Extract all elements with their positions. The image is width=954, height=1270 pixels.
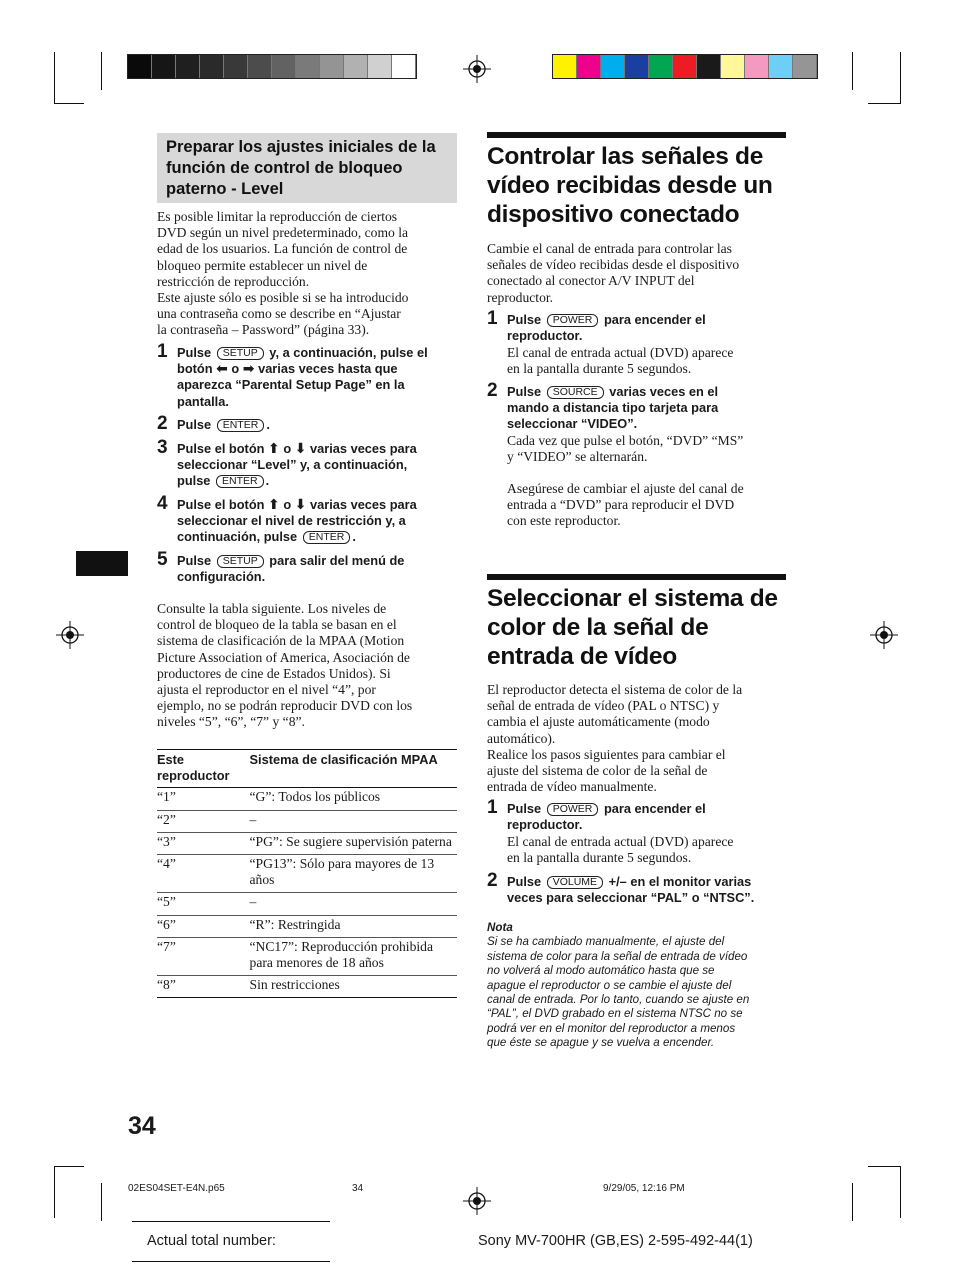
section-tab-marker xyxy=(76,551,128,576)
gray-swatch xyxy=(272,55,296,78)
table-header-row xyxy=(157,750,457,788)
footer-rule xyxy=(132,1261,330,1262)
table-cell-level: “2” xyxy=(157,810,250,832)
color-swatch xyxy=(649,55,673,78)
heading-rule xyxy=(487,574,786,580)
section-heading: Controlar las señales de vídeo recibidas desde un dispositivo conectado xyxy=(487,143,773,228)
enter-button-label: ENTER xyxy=(303,531,351,544)
arrow-up-icon: ⬆ xyxy=(268,441,280,457)
footer-total-label: Actual total number: xyxy=(147,1233,276,1249)
table-cell-level: “7” xyxy=(157,937,250,975)
power-button-label: POWER xyxy=(547,803,599,816)
source-button-label: SOURCE xyxy=(547,386,604,399)
volume-button-label: VOLUME xyxy=(547,876,603,889)
crop-mark xyxy=(900,52,901,104)
intro-paragraph: El reproductor detecta el sistema de color de la señal de entrada de vídeo (PAL o NTSC) y cambia el ajuste automáticamente (modo automático). Realice los pasos siguientes para cambiar el ajuste del sistema de color de la señal de entrada de vídeo manualmente. xyxy=(487,682,743,795)
step-number: 2 xyxy=(487,380,498,401)
table-row xyxy=(157,937,457,975)
registration-mark-icon xyxy=(463,1187,491,1215)
crop-mark xyxy=(852,1183,853,1221)
gray-calibration-strip xyxy=(127,54,417,79)
table-cell-level: “5” xyxy=(157,893,250,915)
crop-mark xyxy=(54,52,55,104)
footer-rule xyxy=(132,1221,330,1222)
footer-page: 34 xyxy=(352,1183,364,1194)
step-text: Pulse el botón ⬆ o ⬇ varias veces para seleccionar “Level” y, a continuación, pulse ENTER . xyxy=(177,441,417,489)
table-cell-rating: “G”: Todos los públicos xyxy=(250,788,457,810)
table-cell-level: “1” xyxy=(157,788,250,810)
color-swatch xyxy=(625,55,649,78)
color-swatch xyxy=(697,55,721,78)
crop-mark xyxy=(868,1166,900,1167)
heading-rule xyxy=(487,132,786,138)
arrow-up-icon: ⬆ xyxy=(268,497,280,513)
step-number: 5 xyxy=(157,549,168,570)
setup-button-label: SETUP xyxy=(217,555,264,568)
arrow-right-icon: ➡ xyxy=(242,361,255,378)
color-swatch xyxy=(745,55,769,78)
gray-swatch xyxy=(344,55,368,78)
table-header: Este reproductor xyxy=(157,750,250,788)
note-title: Nota xyxy=(487,921,513,934)
step-number: 1 xyxy=(487,308,498,329)
step-note: El canal de entrada actual (DVD) aparece en la pantalla durante 5 segundos. xyxy=(507,834,734,866)
enter-button-label: ENTER xyxy=(216,475,264,488)
table-cell-level: “8” xyxy=(157,976,250,998)
table-cell-level: “6” xyxy=(157,915,250,937)
table-row xyxy=(157,832,457,854)
crop-mark xyxy=(54,1166,84,1167)
color-swatch xyxy=(673,55,697,78)
step-text: Pulse el botón ⬆ o ⬇ varias veces para seleccionar el nivel de restricción y, a continuación, pulse ENTER . xyxy=(177,497,417,545)
table-cell-level: “4” xyxy=(157,855,250,893)
table-cell-rating: “R”: Restringida xyxy=(250,915,457,937)
step-text: Pulse POWER para encender el reproductor. xyxy=(507,312,706,344)
registration-mark-icon xyxy=(870,621,898,649)
table-row xyxy=(157,810,457,832)
color-calibration-strip xyxy=(552,54,818,79)
table-row xyxy=(157,915,457,937)
step-number: 1 xyxy=(157,341,168,362)
color-swatch xyxy=(769,55,793,78)
table-cell-rating: “NC17”: Reproducción prohibida para menores de 18 años xyxy=(250,937,457,975)
note-block: Nota Si se ha cambiado manualmente, el ajuste del sistema de color para la señal de entrada de vídeo no volverá al modo automático hasta que se apague el reproductor o se cambie el ajuste del canal de entrada. Por lo tanto, cuando se ajuste en “PAL”, el DVD grabado en el sistema NTSC no se podrá ver en el monitor del reproductor a menos que éste se apague y se vuelva a encender. xyxy=(487,921,792,1051)
table-row xyxy=(157,976,457,998)
step-note: Cada vez que pulse el botón, “DVD” “MS” y “VIDEO” se alternarán. xyxy=(507,433,744,465)
gray-swatch xyxy=(128,55,152,78)
crop-mark xyxy=(852,52,853,90)
table-cell-rating: – xyxy=(250,810,457,832)
registration-mark-icon xyxy=(56,621,84,649)
page-number: 34 xyxy=(128,1112,156,1140)
step-number: 1 xyxy=(487,797,498,818)
step-text: Pulse ENTER . xyxy=(177,417,270,432)
table-cell-rating: Sin restricciones xyxy=(250,976,457,998)
table-cell-rating: “PG13”: Sólo para mayores de 13 años xyxy=(250,855,457,893)
step-note: El canal de entrada actual (DVD) aparece en la pantalla durante 5 segundos. xyxy=(507,345,734,377)
gray-swatch xyxy=(200,55,224,78)
power-button-label: POWER xyxy=(547,314,599,327)
arrow-down-icon: ⬇ xyxy=(294,497,307,513)
color-swatch xyxy=(553,55,577,78)
crop-mark xyxy=(54,103,84,104)
mpaa-rating-table xyxy=(157,749,457,998)
step-number: 2 xyxy=(487,870,498,891)
enter-button-label: ENTER xyxy=(217,419,265,432)
gray-swatch xyxy=(368,55,392,78)
table-row xyxy=(157,788,457,810)
step-number: 4 xyxy=(157,493,168,514)
table-row xyxy=(157,855,457,893)
footer-date: 9/29/05, 12:16 PM xyxy=(603,1183,685,1194)
table-cell-rating: “PG”: Se sugiere supervisión paterna xyxy=(250,832,457,854)
step-text: Pulse SETUP y, a continuación, pulse el botón ⬅ o ➡ varias veces hasta que aparezca “Parental Setup Page” en la pantalla. xyxy=(177,345,428,409)
intro-paragraph: Es posible limitar la reproducción de ciertos DVD según un nivel predeterminado, como la edad de los usuarios. La función de control de bloqueo permite establecer un nivel de restricción de reproducción. Este ajuste sólo es posible si se ha introducido una contraseña como se describe en “Ajustar la contraseña – Password” (página 33). xyxy=(157,209,409,338)
crop-mark xyxy=(101,52,102,90)
step-text: Pulse SETUP para salir del menú de configuración. xyxy=(177,553,405,585)
table-cell-rating: – xyxy=(250,893,457,915)
step-text: Pulse POWER para encender el reproductor. xyxy=(507,801,706,833)
color-swatch xyxy=(577,55,601,78)
intro-paragraph: Cambie el canal de entrada para controlar las señales de vídeo recibidas desde el dispositivo conectado al conector A/V INPUT del reproductor. xyxy=(487,241,740,305)
table-header: Sistema de clasificación MPAA xyxy=(250,750,457,788)
gray-swatch xyxy=(152,55,176,78)
footer-model: Sony MV-700HR (GB,ES) 2-595-492-44(1) xyxy=(478,1233,753,1249)
color-swatch xyxy=(793,55,817,78)
section-heading: Preparar los ajustes iniciales de la función de control de bloqueo paterno - Level xyxy=(166,138,436,198)
gray-swatch xyxy=(392,55,416,78)
step-note: Asegúrese de cambiar el ajuste del canal de entrada a “DVD” para reproducir el DVD con este reproductor. xyxy=(507,481,744,529)
crop-mark xyxy=(101,1183,102,1221)
registration-mark-icon xyxy=(463,55,491,83)
section-heading: Seleccionar el sistema de color de la señal de entrada de vídeo xyxy=(487,585,778,670)
arrow-left-icon: ⬅ xyxy=(216,361,228,378)
setup-button-label: SETUP xyxy=(217,347,264,360)
color-swatch xyxy=(721,55,745,78)
step-text: Pulse VOLUME +/– en el monitor varias veces para seleccionar “PAL” o “NTSC”. xyxy=(507,874,755,906)
gray-swatch xyxy=(176,55,200,78)
gray-swatch xyxy=(296,55,320,78)
table-cell-level: “3” xyxy=(157,832,250,854)
crop-mark xyxy=(868,103,900,104)
arrow-down-icon: ⬇ xyxy=(294,441,307,457)
gray-swatch xyxy=(224,55,248,78)
table-intro-paragraph: Consulte la tabla siguiente. Los niveles de control de bloqueo de la tabla se basan en el sistema de clasificación de la MPAA (Motion Picture Association of America, Asociación de productores de cine de Estados Unidos). Si ajusta el reproductor en el nivel “4”, por ejemplo, no se podrán reproducir DVD con los niveles “5”, “6”, “7” y “8”. xyxy=(157,601,413,730)
gray-swatch xyxy=(320,55,344,78)
gray-swatch xyxy=(248,55,272,78)
table-row xyxy=(157,893,457,915)
step-number: 2 xyxy=(157,413,168,434)
crop-mark xyxy=(900,1166,901,1218)
footer-filename: 02ES04SET-E4N.p65 xyxy=(128,1183,225,1194)
crop-mark xyxy=(54,1166,55,1218)
step-number: 3 xyxy=(157,437,168,458)
step-text: Pulse SOURCE varias veces en el mando a distancia tipo tarjeta para seleccionar “VIDEO”. xyxy=(507,384,719,432)
color-swatch xyxy=(601,55,625,78)
